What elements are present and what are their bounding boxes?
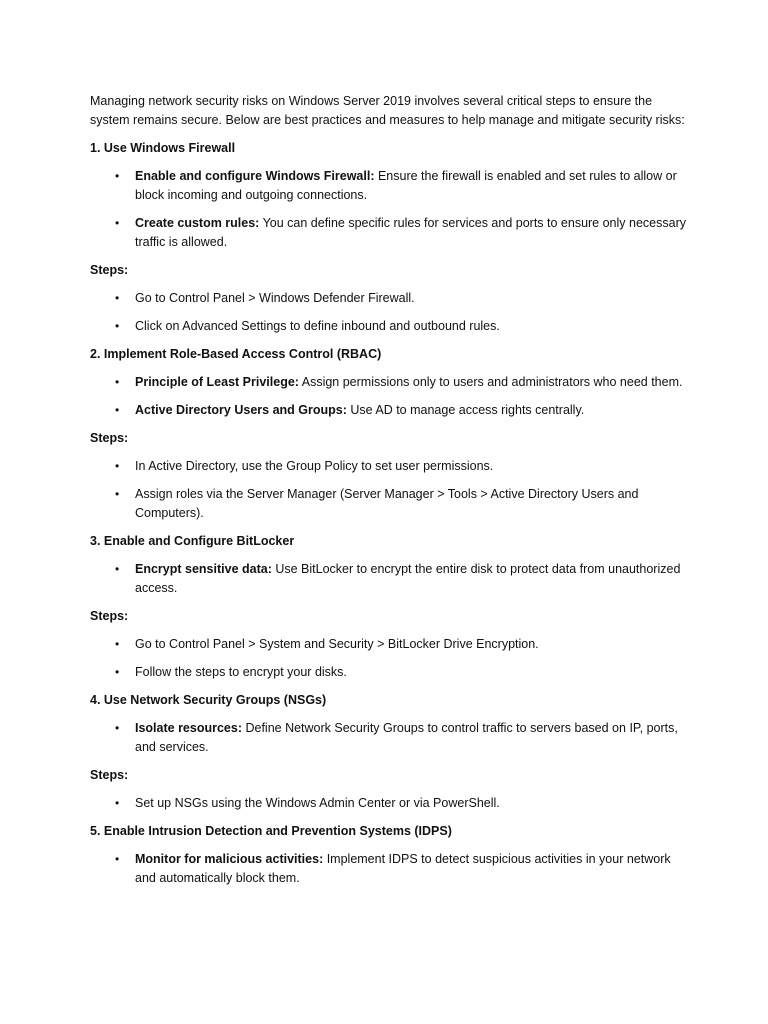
point-text: Define Network Security Groups to control traffic to servers based on IP, ports, and services. [135,721,678,754]
bullet-icon: • [115,375,120,389]
section-heading: 3. Enable and Configure BitLocker [90,534,295,548]
point-text: Use BitLocker to encrypt the entire disk to protect data from unauthorized access. [135,562,681,595]
point-title: Monitor for malicious activities: [135,852,324,866]
list-item [90,401,686,420]
point-title: Enable and configure Windows Firewall: [135,169,375,183]
point-title: Isolate resources: [135,721,242,735]
bullet-icon: • [115,216,120,230]
bullet-icon: • [115,319,120,333]
bullet-icon: • [115,721,120,735]
step-text: Follow the steps to encrypt your disks. [135,665,347,679]
point-title: Encrypt sensitive data: [135,562,272,576]
step-text: Assign roles via the Server Manager (Server Manager > Tools > Active Directory Users and Computers). [135,487,639,520]
list-item [90,457,686,476]
points-list [90,560,686,598]
bullet-icon: • [115,665,120,679]
section-heading: 2. Implement Role-Based Access Control (RBAC) [90,347,382,361]
section-rbac [90,345,686,523]
list-item [90,317,686,336]
section-idps [90,822,686,888]
step-text: Go to Control Panel > Windows Defender Firewall. [135,291,415,305]
list-item [90,560,686,598]
point-text: Use AD to manage access rights centrally. [346,403,585,417]
point-title: Principle of Least Privilege: [135,375,299,389]
bullet-icon: • [115,637,120,651]
list-item [90,214,686,252]
steps-label: Steps: [90,431,129,445]
bullet-icon: • [115,852,120,866]
points-list [90,850,686,888]
step-text: In Active Directory, use the Group Policy to set user permissions. [135,459,494,473]
point-title: Create custom rules: [135,216,260,230]
steps-label: Steps: [90,609,129,623]
steps-list [90,457,686,523]
list-item [90,663,686,682]
list-item [90,373,686,392]
point-text: You can define specific rules for services and ports to ensure only necessary traffic is allowed. [135,216,686,249]
list-item [90,289,686,308]
point-text: Assign permissions only to users and administrators who need them. [298,375,683,389]
section-heading: 1. Use Windows Firewall [90,141,236,155]
section-nsg [90,691,686,813]
steps-label: Steps: [90,263,129,277]
step-text: Click on Advanced Settings to define inbound and outbound rules. [135,319,500,333]
document-body [90,92,686,897]
section-firewall [90,139,686,336]
points-list [90,373,686,420]
step-text: Set up NSGs using the Windows Admin Center or via PowerShell. [135,796,500,810]
section-heading: 4. Use Network Security Groups (NSGs) [90,693,327,707]
section-heading: 5. Enable Intrusion Detection and Prevention Systems (IDPS) [90,824,452,838]
section-bitlocker [90,532,686,682]
points-list [90,167,686,252]
list-item [90,850,686,888]
bullet-icon: • [115,291,120,305]
bullet-icon: • [115,562,120,576]
list-item [90,635,686,654]
step-text: Go to Control Panel > System and Security > BitLocker Drive Encryption. [135,637,539,651]
steps-list [90,794,686,813]
steps-list [90,289,686,336]
list-item [90,794,686,813]
bullet-icon: • [115,169,120,183]
bullet-icon: • [115,487,120,501]
point-text: Ensure the firewall is enabled and set rules to allow or block incoming and outgoing connections. [135,169,677,202]
list-item [90,719,686,757]
bullet-icon: • [115,459,120,473]
point-title: Active Directory Users and Groups: [135,403,347,417]
points-list [90,719,686,757]
steps-list [90,635,686,682]
bullet-icon: • [115,403,120,417]
list-item [90,485,686,523]
bullet-icon: • [115,796,120,810]
intro-paragraph: Managing network security risks on Windows Server 2019 involves several critical steps to ensure the system remains secure. Below are best practices and measures to help manage and mitigate security risks: [90,94,685,127]
point-text: Implement IDPS to detect suspicious activities in your network and automatically block them. [135,852,671,885]
list-item [90,167,686,205]
steps-label: Steps: [90,768,129,782]
